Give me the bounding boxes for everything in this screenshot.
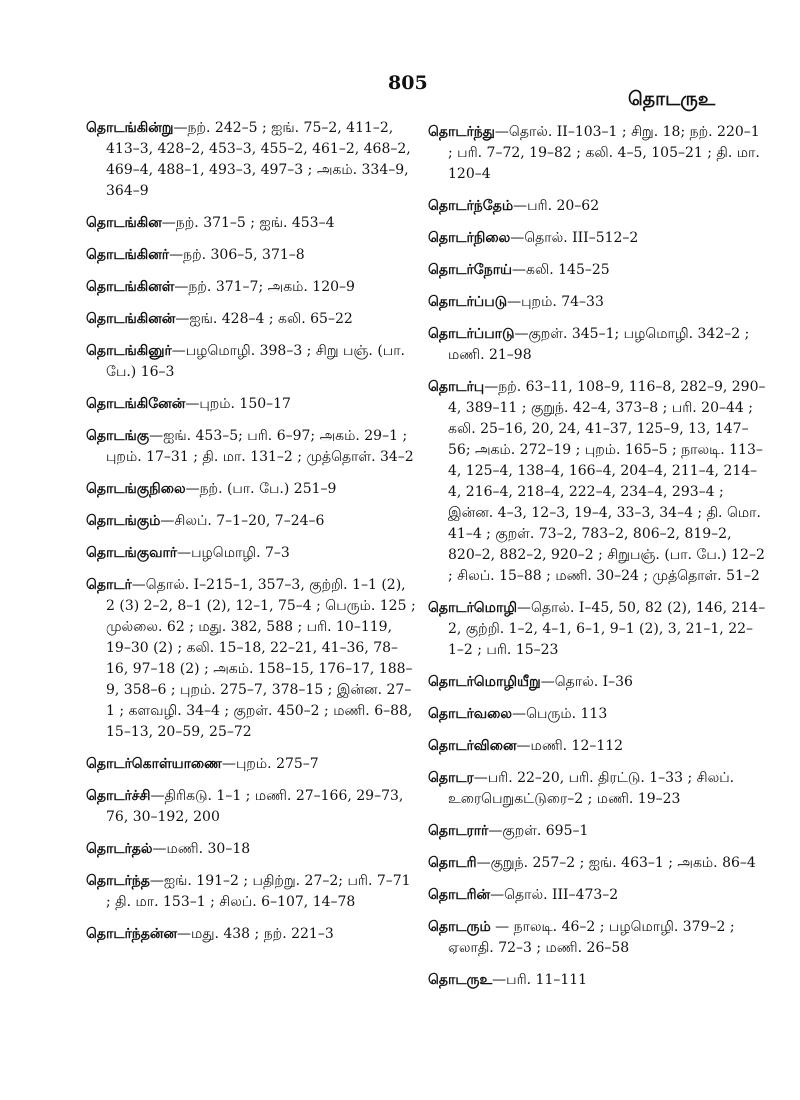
entry-references: —புறம். 74–33 bbox=[507, 294, 604, 310]
index-entry bbox=[428, 122, 768, 185]
index-entry bbox=[428, 598, 768, 661]
entry-headword: தொடரார் bbox=[428, 823, 489, 839]
index-entry bbox=[86, 245, 418, 266]
entry-references: —பரி. 22–20, பரி. திரட்டு. 1–33 ; சிலப். உரைபெறுகட்டுரை–2 ; மணி. 19–23 bbox=[448, 770, 735, 807]
index-entry bbox=[428, 324, 768, 366]
entry-references: —குறள். 695–1 bbox=[488, 823, 589, 839]
index-entry bbox=[86, 277, 418, 298]
entry-references: —புறம். 150–17 bbox=[185, 396, 291, 412]
entry-headword: தொடங்கினேன் bbox=[86, 396, 186, 412]
entry-headword: தொடங்கும் bbox=[86, 513, 161, 529]
index-entry bbox=[428, 704, 768, 725]
entry-references: —பழமொழி. 7–3 bbox=[177, 545, 290, 561]
entry-references: —குறள். 345–1; பழமொழி. 342–2 ; மணி. 21–98 bbox=[448, 326, 750, 363]
entry-references: —தொல். I–215–1, 357–3, குற்றி. 1–1 (2), 2 (3) 2–2, 8–1 (2), 12–1, 75–4 ; பெரும். 125 ; முல்லை. 62 ; மது. 382, 588 ; பரி. 10–119, 19–30 (2) ; கலி. 15–18, 22–21, 41–36, 78–16, 97–18 (2) ; அகம். 158–15, 176–17, 188–9, 358–6 ; புறம். 275–7, 378–15 ; இன்ன. 27–1 ; களவழி. 34–4 ; குறள். 450–2 ; மணி. 6–88, 15–13, 20–59, 25–72 bbox=[106, 577, 416, 740]
entry-references: —பழமொழி. 398–3 ; சிறு பஞ். (பா. பே.) 16–3 bbox=[106, 343, 405, 380]
page-number: 805 bbox=[388, 72, 428, 94]
index-entry bbox=[428, 736, 768, 757]
entry-headword: தொடங்கின bbox=[86, 215, 162, 231]
entry-references: —நற். 371–5 ; ஐங். 453–4 bbox=[161, 215, 335, 231]
index-entry bbox=[86, 543, 418, 564]
entry-headword: தொடர்ந்த bbox=[86, 873, 150, 889]
index-entry bbox=[86, 118, 418, 202]
entry-references: —திரிகடு. 1–1 ; மணி. 27–166, 29–73, 76, 30–192, 200 bbox=[106, 788, 404, 825]
entry-headword: தொடரின் bbox=[428, 887, 491, 903]
index-entry bbox=[86, 839, 418, 860]
index-entry bbox=[428, 228, 768, 249]
entry-headword: தொடர்ப்பாடு bbox=[428, 326, 515, 342]
entry-headword: தொடர்நிலை bbox=[428, 230, 511, 246]
index-entry bbox=[428, 917, 768, 959]
index-entry bbox=[86, 341, 418, 383]
entry-headword: தொடங்கினன் bbox=[86, 311, 176, 327]
index-entry bbox=[428, 853, 768, 874]
index-entry bbox=[428, 885, 768, 906]
index-entry bbox=[86, 309, 418, 330]
entry-references: —நற். (பா. பே.) 251–9 bbox=[185, 481, 337, 497]
index-entry bbox=[86, 871, 418, 913]
entry-references: —புறம். 275–7 bbox=[221, 756, 319, 772]
entry-references: —தொல். I–45, 50, 82 (2), 146, 214–2, குற்றி. 1–2, 4–1, 6–1, 9–1 (2), 3, 21–1, 22–1–2 ; பரி. 15–23 bbox=[448, 600, 766, 658]
index-entry bbox=[86, 924, 418, 945]
entry-headword: தொடங்கு bbox=[86, 428, 150, 444]
entry-headword: தொடர்ச்சி bbox=[86, 788, 151, 804]
entry-headword: தொடர்ப்படு bbox=[428, 294, 508, 310]
index-entry bbox=[86, 394, 418, 415]
entry-references: — நாலடி. 46–2 ; பழமொழி. 379–2 ; ஏலாதி. 72–3 ; மணி. 26–58 bbox=[448, 919, 735, 956]
entry-references: —நற். 306–5, 371–8 bbox=[169, 247, 305, 263]
entry-headword: தொடர bbox=[428, 770, 474, 786]
entry-references: —மது. 438 ; நற். 221–3 bbox=[177, 926, 334, 942]
index-entry bbox=[428, 196, 768, 217]
index-entry bbox=[86, 575, 418, 743]
entry-references: —கலி. 145–25 bbox=[512, 262, 610, 278]
right-column bbox=[428, 122, 768, 1002]
entry-references: —ஐங். 191–2 ; பதிற்று. 27–2; பரி. 7–71 ; தி. மா. 153–1 ; சிலப். 6–107, 14–78 bbox=[106, 873, 411, 910]
entry-headword: தொடர்மொழி bbox=[428, 600, 518, 616]
running-head: தொடருஉ bbox=[628, 88, 716, 110]
index-entry bbox=[86, 213, 418, 234]
entry-references: —தொல். III–512–2 bbox=[510, 230, 639, 246]
index-entry bbox=[86, 479, 418, 500]
entry-references: —தொல். III–473–2 bbox=[490, 887, 619, 903]
entry-references: —நற். 371–7; அகம். 120–9 bbox=[174, 279, 355, 295]
index-entry bbox=[428, 672, 768, 693]
entry-headword: தொடரும் bbox=[428, 919, 491, 935]
entry-references: —தொல். I–36 bbox=[540, 674, 633, 690]
entry-references: —ஐங். 428–4 ; கலி. 65–22 bbox=[175, 311, 353, 327]
index-entry bbox=[428, 292, 768, 313]
index-entry bbox=[428, 377, 768, 587]
entry-headword: தொடர்வினை bbox=[428, 738, 517, 754]
entry-headword: தொடர்ந்தன்ன bbox=[86, 926, 178, 942]
index-entry bbox=[86, 786, 418, 828]
index-entry bbox=[86, 426, 418, 468]
left-column bbox=[86, 118, 418, 956]
entry-references: —மணி. 30–18 bbox=[152, 841, 251, 857]
entry-headword: தொடங்குவார் bbox=[86, 545, 178, 561]
entry-headword: தொடங்கினள் bbox=[86, 279, 175, 295]
entry-headword: தொடர்நோய் bbox=[428, 262, 513, 278]
entry-headword: தொடர்மொழியீறு bbox=[428, 674, 541, 690]
entry-references: —சிலப். 7–1–20, 7–24–6 bbox=[160, 513, 325, 529]
entry-headword: தொடங்குநிலை bbox=[86, 481, 186, 497]
entry-references: —தொல். II–103–1 ; சிறு. 18; நற். 220–1 ; பரி. 7–72, 19–82 ; கலி. 4–5, 105–21 ; தி. மா. 120–4 bbox=[448, 124, 760, 182]
entry-headword: தொடர்ந்தேம் bbox=[428, 198, 514, 214]
entry-headword: தொடரி bbox=[428, 855, 477, 871]
entry-headword: தொடங்கினுர் bbox=[86, 343, 172, 359]
entry-references: —நற். 63–11, 108–9, 116–8, 282–9, 290–4, 389–11 ; குறுந். 42–4, 373–8 ; பரி. 20–44 ; கலி. 25–16, 20, 24, 41–37, 125–9, 13, 147–56; அகம். 272–19 ; புறம். 165–5 ; நாலடி. 113–4, 125–4, 138–4, 166–4, 204–4, 211–4, 214–4, 216–4, 218–4, 222–4, 234–4, 293–4 ; இன்ன. 4–3, 12–3, 19–4, 33–3, 34–4 ; தி. மொ. 41–4 ; குறள். 73–2, 783–2, 806–2, 819–2, 820–2, 882–2, 920–2 ; சிறுபஞ். (பா. பே.) 12–2 ; சிலப். 15–88 ; மணி. 30–24 ; முத்தொள். 51–2 bbox=[448, 379, 766, 584]
entry-headword: தொடங்கினர் bbox=[86, 247, 170, 263]
entry-references: —மணி. 12–112 bbox=[516, 738, 624, 754]
index-entry bbox=[86, 754, 418, 775]
entry-headword: தொடர்ந்து bbox=[428, 124, 495, 140]
index-entry bbox=[428, 260, 768, 281]
entry-headword: தொடருஉ bbox=[428, 972, 493, 988]
index-entry bbox=[86, 511, 418, 532]
entry-headword: தொடர்தல் bbox=[86, 841, 153, 857]
index-entry bbox=[428, 970, 768, 991]
entry-headword: தொடர் bbox=[86, 577, 132, 593]
entry-headword: தொடர்வலை bbox=[428, 706, 513, 722]
entry-references: —பெரும். 113 bbox=[512, 706, 608, 722]
entry-references: —ஐங். 453–5; பரி. 6–97; அகம். 29–1 ; புறம். 17–31 ; தி. மா. 131–2 ; முத்தொள். 34–2 bbox=[106, 428, 414, 465]
entry-references: —குறுந். 257–2 ; ஐங். 463–1 ; அகம். 86–4 bbox=[476, 855, 756, 871]
index-entry bbox=[428, 768, 768, 810]
entry-references: —பரி. 20–62 bbox=[513, 198, 600, 214]
index-entry bbox=[428, 821, 768, 842]
entry-headword: தொடங்கின்று bbox=[86, 120, 174, 136]
entry-headword: தொடர்கொள்யாணை bbox=[86, 756, 222, 772]
entry-references: —நற். 242–5 ; ஐங். 75–2, 411–2, 413–3, 428–2, 453–3, 455–2, 461–2, 468–2, 469–4, 488–1, 493–3, 497–3 ; அகம். 334–9, 364–9 bbox=[106, 120, 411, 199]
entry-headword: தொடர்பு bbox=[428, 379, 485, 395]
entry-references: —பரி. 11–111 bbox=[492, 972, 588, 988]
